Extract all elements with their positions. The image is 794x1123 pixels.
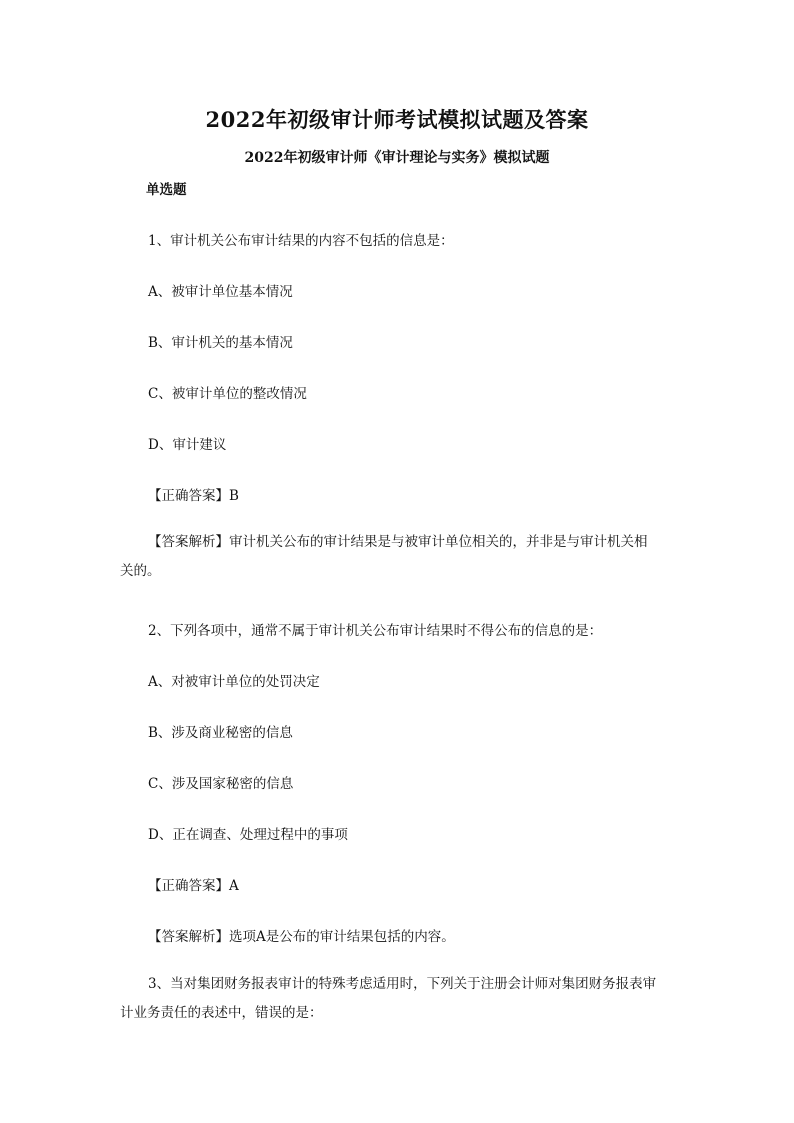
- q2-answer: 【正确答案】A: [148, 878, 239, 894]
- question-2: 2、下列各项中，通常不属于审计机关公布审计结果时不得公布的信息的是：: [148, 623, 603, 639]
- q1-answer: 【正确答案】B: [148, 488, 239, 504]
- q1-option-d: D、审计建议: [148, 437, 227, 453]
- q1-analysis: [120, 528, 688, 586]
- q1-analysis-line-2: 关的。: [120, 563, 161, 579]
- q1-option-a: A、被审计单位基本情况: [148, 284, 293, 300]
- q1-analysis-line-1: 【答案解析】审计机关公布的审计结果是与被审计单位相关的，并非是与审计机关相: [148, 534, 648, 550]
- section-heading: 单选题: [146, 182, 187, 198]
- document-subtitle: 2022年初级审计师《审计理论与实务》模拟试题: [244, 150, 550, 166]
- q1-option-b: B、审计机关的基本情况: [148, 335, 293, 351]
- q2-analysis: 【答案解析】选项A是公布的审计结果包括的内容。: [148, 929, 455, 945]
- q1-option-c: C、被审计单位的整改情况: [148, 386, 307, 402]
- q2-option-d: D、正在调查、处理过程中的事项: [148, 827, 348, 843]
- question-1: 1、审计机关公布审计结果的内容不包括的信息是：: [148, 233, 454, 249]
- q2-option-b: B、涉及商业秘密的信息: [148, 725, 293, 741]
- document-title: 2022年初级审计师考试模拟试题及答案: [205, 107, 589, 132]
- question-3-line-2: 计业务责任的表述中，错误的是：: [120, 1005, 323, 1021]
- question-3-line-1: 3、当对集团财务报表审计的特殊考虑适用时，下列关于注册会计师对集团财务报表审: [148, 976, 657, 992]
- question-3: [120, 970, 688, 1028]
- q2-option-c: C、涉及国家秘密的信息: [148, 776, 294, 792]
- q2-option-a: A、对被审计单位的处罚决定: [148, 674, 320, 690]
